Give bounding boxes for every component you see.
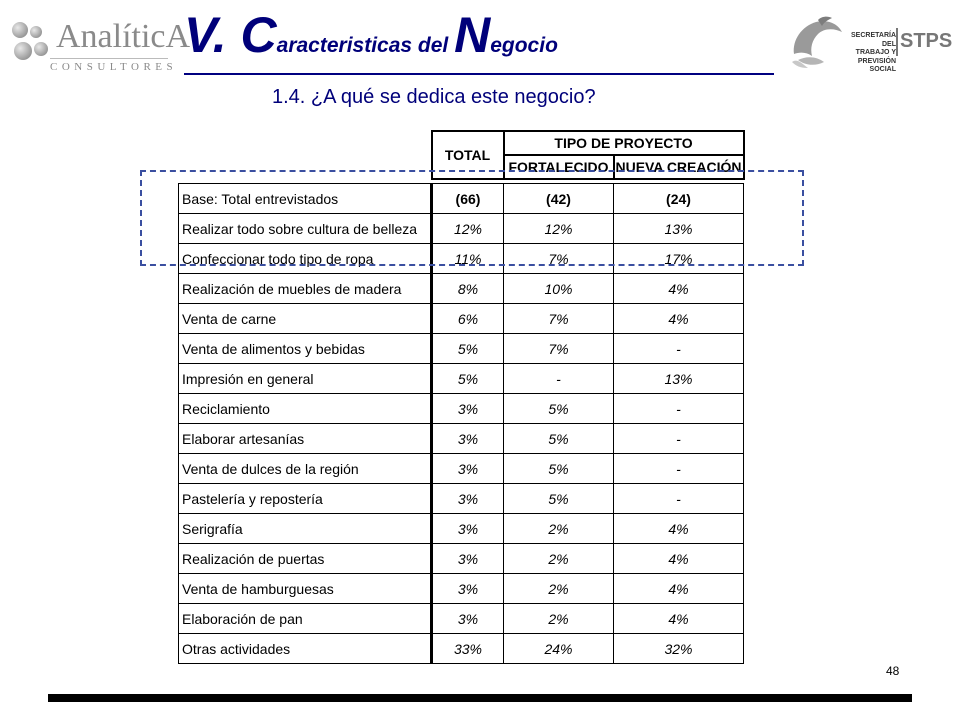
row-label: Venta de alimentos y bebidas <box>179 334 432 364</box>
cell-total: 3% <box>432 514 504 544</box>
cell-fortalecido: 5% <box>504 454 614 484</box>
cell-fortalecido: 2% <box>504 514 614 544</box>
cell-total: 33% <box>432 634 504 664</box>
row-label: Realización de muebles de madera <box>179 274 432 304</box>
cell-total: 3% <box>432 604 504 634</box>
cell-total: 3% <box>432 454 504 484</box>
row-label: Venta de hamburguesas <box>179 574 432 604</box>
title-part-1: aracteristicas del <box>276 34 455 57</box>
cell-fortalecido: 7% <box>504 244 614 274</box>
cell-fortalecido: 5% <box>504 394 614 424</box>
table-row <box>179 304 744 334</box>
page-title <box>184 6 774 70</box>
cell-nueva-creacion: 4% <box>614 544 744 574</box>
cell-nueva-creacion: 13% <box>614 214 744 244</box>
row-label: Serigrafía <box>179 514 432 544</box>
cell-fortalecido: 12% <box>504 214 614 244</box>
row-label: Realizar todo sobre cultura de belleza <box>179 214 432 244</box>
table-row <box>179 634 744 664</box>
cell-total: (66) <box>432 184 504 214</box>
eagle-emblem-icon <box>788 12 844 72</box>
table-row <box>179 514 744 544</box>
table-row <box>179 394 744 424</box>
header-total: TOTAL <box>432 131 504 179</box>
title-cap-2: N <box>454 7 491 63</box>
stps-divider <box>896 28 898 56</box>
row-label: Elaboración de pan <box>179 604 432 634</box>
cell-nueva-creacion: 4% <box>614 274 744 304</box>
analitica-logo <box>10 12 191 80</box>
cell-total: 3% <box>432 394 504 424</box>
cell-nueva-creacion: 4% <box>614 604 744 634</box>
logo-name: AnalíticA <box>56 18 191 55</box>
cell-total: 12% <box>432 214 504 244</box>
cell-nueva-creacion: - <box>614 334 744 364</box>
table-row <box>179 334 744 364</box>
cell-total: 6% <box>432 304 504 334</box>
cell-nueva-creacion: 4% <box>614 574 744 604</box>
cell-total: 8% <box>432 274 504 304</box>
cell-fortalecido: (42) <box>504 184 614 214</box>
cell-total: 11% <box>432 244 504 274</box>
cell-total: 5% <box>432 334 504 364</box>
logo-spheres-icon <box>12 22 50 62</box>
table-row <box>179 454 744 484</box>
header-fortalecido: FORTALECIDO <box>504 155 614 179</box>
cell-fortalecido: 2% <box>504 544 614 574</box>
row-label: Otras actividades <box>179 634 432 664</box>
cell-fortalecido: 7% <box>504 304 614 334</box>
row-label: Venta de dulces de la región <box>179 454 432 484</box>
row-label: Base: Total entrevistados <box>179 184 432 214</box>
row-label: Venta de carne <box>179 304 432 334</box>
cell-nueva-creacion: 32% <box>614 634 744 664</box>
cell-fortalecido: 5% <box>504 484 614 514</box>
title-underline <box>184 73 774 75</box>
cell-fortalecido: 10% <box>504 274 614 304</box>
row-label: Realización de puertas <box>179 544 432 574</box>
page-subtitle: 1.4. ¿A qué se dedica este negocio? <box>272 86 596 108</box>
footer-bar <box>48 694 912 702</box>
secretaria-text: SECRETARÍA DEL TRABAJO Y PREVISIÓN SOCIAL <box>851 32 896 73</box>
row-label: Confeccionar todo tipo de ropa <box>179 244 432 274</box>
cell-total: 3% <box>432 544 504 574</box>
stps-logo <box>788 12 953 76</box>
row-label: Impresión en general <box>179 364 432 394</box>
logo-tagline: CONSULTORES <box>50 61 178 73</box>
cell-nueva-creacion: - <box>614 484 744 514</box>
row-label: Pastelería y repostería <box>179 484 432 514</box>
cell-fortalecido: 7% <box>504 334 614 364</box>
title-cap-1: V. C <box>184 7 277 63</box>
table-row <box>179 544 744 574</box>
cell-total: 3% <box>432 424 504 454</box>
cell-total: 3% <box>432 574 504 604</box>
page-number: 48 <box>886 664 900 678</box>
stps-acronym: STPS <box>900 30 953 52</box>
table-row <box>179 574 744 604</box>
cell-nueva-creacion: 17% <box>614 244 744 274</box>
cell-nueva-creacion: - <box>614 424 744 454</box>
logo-divider <box>50 58 168 59</box>
highlight-box <box>140 170 804 266</box>
table-row <box>179 274 744 304</box>
cell-fortalecido: 2% <box>504 604 614 634</box>
table-row <box>179 364 744 394</box>
header-tipo-proyecto: TIPO DE PROYECTO <box>504 131 744 155</box>
cell-fortalecido: 2% <box>504 574 614 604</box>
cell-nueva-creacion: 4% <box>614 514 744 544</box>
cell-nueva-creacion: - <box>614 454 744 484</box>
cell-nueva-creacion: 4% <box>614 304 744 334</box>
cell-nueva-creacion: (24) <box>614 184 744 214</box>
header-nueva-creacion: NUEVA CREACIÓN <box>614 155 744 179</box>
cell-total: 5% <box>432 364 504 394</box>
row-label: Reciclamiento <box>179 394 432 424</box>
cell-fortalecido: 24% <box>504 634 614 664</box>
row-label: Elaborar artesanías <box>179 424 432 454</box>
cell-total: 3% <box>432 484 504 514</box>
cell-fortalecido: 5% <box>504 424 614 454</box>
title-part-2: egocio <box>490 34 558 57</box>
cell-nueva-creacion: 13% <box>614 364 744 394</box>
cell-fortalecido: - <box>504 364 614 394</box>
table-row <box>179 604 744 634</box>
cell-nueva-creacion: - <box>614 394 744 424</box>
table-row <box>179 424 744 454</box>
table-row <box>179 484 744 514</box>
